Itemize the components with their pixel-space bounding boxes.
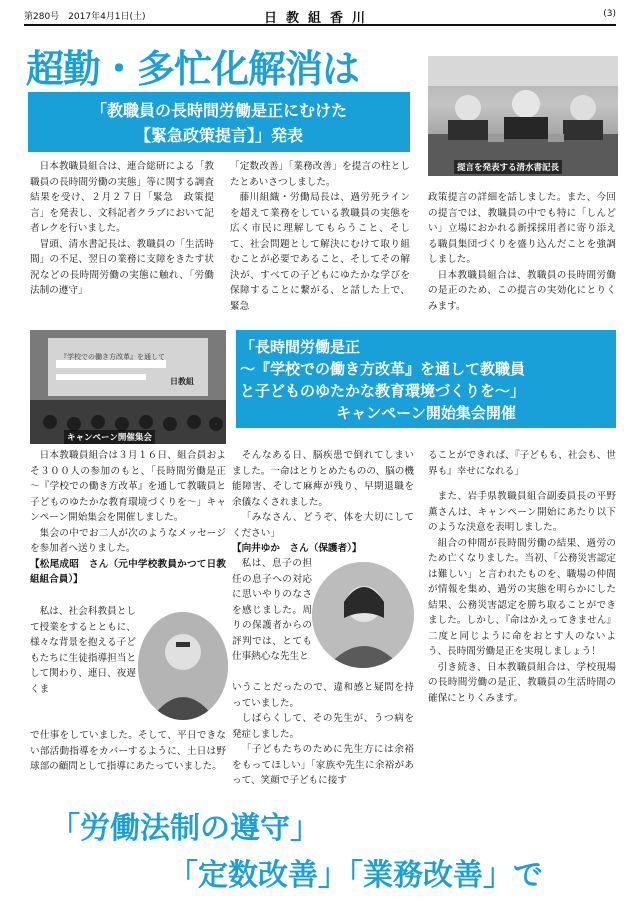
speaker1-photo [138, 612, 228, 720]
paragraph: いうことだったので、違和感と疑問を持っていました。 [232, 682, 414, 709]
article2-col1 [30, 448, 226, 588]
issue-date: 第280号 2017年4月1日(土) [24, 12, 146, 22]
paragraph: 「定数改善」「業務改善」を提言の柱としたとあいさつしました。 [230, 161, 410, 188]
article1-title-line1: 「教職員の長時間労働是正にむけた [90, 101, 347, 120]
speaker1-heading: 【松尾成昭 さん（元中学校教員かつて日教組組合員）】 [30, 558, 226, 585]
press-conference-illustration [428, 56, 618, 176]
speaker2-portrait [312, 562, 414, 668]
slogan-line2: 「定数改善」「業務改善」で [168, 858, 543, 893]
paragraph: 日本教職員組合は３月１６日、組合員およそ３００人の参加のもと、「長時間労働是正～『学校での働き方改革』を通して教職員と子どものゆたかな教育環境づくりを～」キャンペーン開始集会を開催しました。 [30, 450, 226, 523]
stage-sign-text: 日教組 [170, 377, 194, 386]
article1-title-box [28, 92, 410, 152]
paragraph: 「みなさん、どうぞ、体を大切にしてください」 [232, 512, 414, 539]
speaker2-heading: 【向井ゆか さん（保護者）】 [232, 543, 362, 554]
main-headline: 超勤・多忙化解消は [26, 47, 360, 91]
page-number: (3) [603, 9, 616, 19]
article2-title-line4: キャンペーン開始集会開催 [336, 404, 516, 422]
article2-col2-narrow [232, 556, 312, 665]
article2-title-box [236, 330, 616, 428]
paragraph: 引き続き、日本教職員組合は、学校現場の長時間労働の是正、教職員の生活時間の確保にとりくみます。 [428, 661, 616, 704]
article1-title-line2: 【緊急政策提言】」発表 [134, 126, 303, 145]
article2-col1-narrow [30, 604, 136, 697]
photo2-caption: キャンペーン開催集会 [64, 430, 155, 444]
speaker1-portrait [138, 612, 228, 720]
article2-title-line1: 「長時間労働是正 [240, 338, 361, 356]
paragraph: 冒頭、清水書記長は、教職員の「生活時間」の不足、翌日の業務に支障をきたす状況などの長時間労働の実態に触れ、「労働法制の遵守」 [30, 238, 214, 296]
paragraph: ることができれば、『子どもも、社会も、世界も』幸せになれる」 [428, 450, 616, 477]
paragraph: 日本教職員組合は、教職員の長時間労働の是正のため、この提言の実効化にとりくみます。 [428, 269, 616, 312]
paragraph: で仕事をしていました。そして、平日できない部活動指導をカバーするように、土日は野球部の顧問として指導にあたっていました。 [30, 730, 226, 772]
paragraph: 日本教職員組合は、連合総研による「教職員の長時間労働の実態」等に関する調査結果を受け、２月２７日「緊急 政策提言」を発表し、文科記者クラブにおいて記者レクを行いました。 [30, 161, 214, 234]
paragraph: 組合の仲間が長時間労働の結果、過労のため亡くなりました。当初、「公務災害認定は難しい」と言われたものを、職場の仲間が情報を集め、過労の実態を明らかにした結果、公務災害認定を勝ち取ることができました。しかし、『命はかえってきません』二度と同じように命をおとす人のないよう、長時間労働是正を実現しましょう！ [428, 537, 616, 657]
paragraph: 私は、社会科教員として授業をするとともに、様々な背景を抱える子どもたちに生徒指導担当として関わり、連日、夜遅くま [30, 606, 136, 695]
speaker2-photo [312, 562, 414, 668]
paragraph: そんなある日、脳疾患で倒れてしまいました。一命はとりとめたものの、脳の機能障害、そして麻痺が残り、早期退職を余儀なくされました。 [232, 450, 414, 508]
paragraph: 集会の中でお二人が次のようなメッセージを参加者へ送りました。 [30, 527, 226, 554]
campaign-meeting-photo [30, 330, 226, 444]
photo1-caption: 提言を発表する清水書記長 [454, 160, 562, 174]
paragraph: 藤川組織・労働局長は、過労死ラインを超えて業務をしている教職員の実態を広く市民に理解してもらうこと、そして、社会問題として解決にむけて取り組むことが必要であること、そしてその解決が、すべての子どもにゆたかな学びを保障することに繋がる、と話した上で、緊急 [230, 192, 410, 312]
newsletter-title: 日教組香川 [264, 11, 375, 26]
stage-banner-text: 『学校での働き方改革』を通して [60, 353, 165, 361]
article2-col3 [428, 448, 616, 706]
article2-col1-tail [30, 728, 226, 775]
paragraph: しばらくして、その先生が、うつ病を発症しました。 [232, 713, 414, 740]
article2-col2 [232, 448, 414, 557]
paragraph: 私は、息子の担任の息子への対応に思いやりのなさを感じました。周りの保護者からの評判では、とても仕事熱心な先生と [232, 558, 312, 662]
article1-col2 [230, 159, 410, 314]
paragraph: 政策提言の詳細を話しました。また、今回の提言では、教職員の中でも特に「しんどい」立場におかれる新採採用者に寄り添える職員集団づくりを盛り込んだことを強調しました。 [428, 192, 616, 265]
page-header [24, 8, 616, 26]
press-conference-photo [428, 56, 618, 176]
article1-col1 [30, 159, 214, 299]
slogan-line1: 「労働法制の遵守」 [50, 811, 320, 846]
paragraph: 「子どもたちのために先生方には余裕をもってほしい」「家族や先生に余裕があって、笑顔で子どもに接す [232, 744, 414, 786]
paragraph: また、岩手県教職員組合副委員長の平野薫さんは、キャンペーン開始にあたり以下のような決意を表明しました。 [428, 491, 616, 533]
meeting-illustration [30, 330, 226, 444]
article2-col2-tail [232, 680, 414, 789]
article2-title-line3: と子どものゆたかな教育環境づくりを～」 [240, 382, 526, 400]
article2-title-line2: ～『学校での働き方改革』を通して教職員 [240, 360, 526, 378]
article1-col3 [428, 190, 616, 314]
